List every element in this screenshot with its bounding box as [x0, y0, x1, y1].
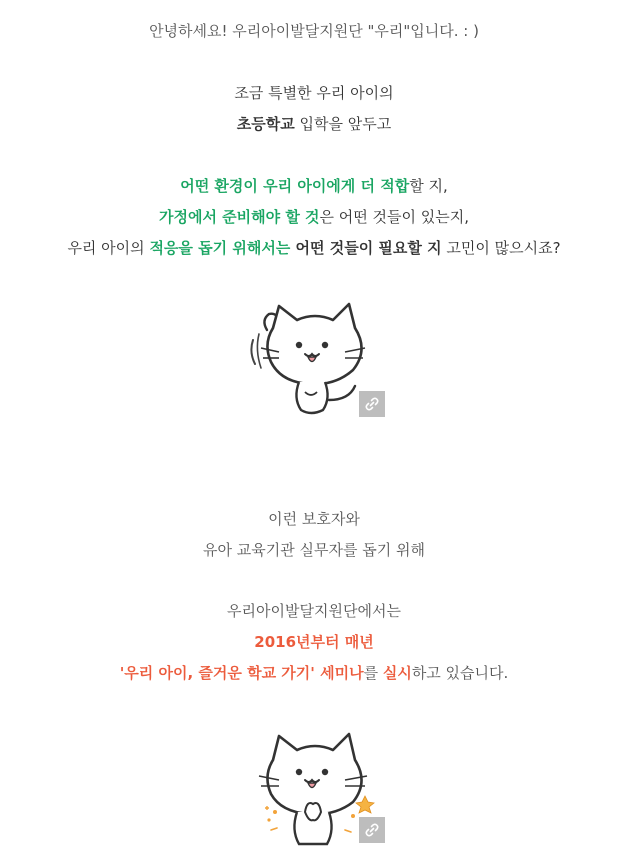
question-3-bold: 어떤 것들이 필요할 지 — [290, 239, 442, 257]
since-2016-line — [0, 630, 628, 654]
link-icon — [364, 396, 380, 412]
question-2-highlight: 가정에서 준비해야 할 것 — [158, 208, 320, 226]
since-2016-text: 2016년부터 매년 — [254, 633, 374, 651]
question-line-3 — [0, 236, 628, 260]
question-line-2 — [0, 205, 628, 229]
question-3-start: 우리 아이의 — [67, 239, 150, 257]
link-icon — [364, 822, 380, 838]
intro-line-2-rest: 입학을 앞두고 — [294, 115, 392, 133]
question-line-1 — [0, 174, 628, 198]
seminar-line-rest: 하고 있습니다. — [411, 664, 509, 682]
question-3-highlight: 적응을 돕기 위해서는 — [149, 239, 291, 257]
question-2-rest: 은 어떤 것들이 있는지, — [319, 208, 470, 226]
educator-line: 유아 교육기관 실무자를 돕기 위해 — [203, 541, 425, 559]
question-3-rest: 고민이 많으시죠? — [441, 239, 561, 257]
sticker-1-link-button[interactable] — [359, 391, 385, 417]
elementary-school-text: 초등학교 — [236, 115, 295, 133]
sticker-2-link-button[interactable] — [359, 817, 385, 843]
question-1-highlight: 어떤 환경이 우리 아이에게 더 적합 — [180, 177, 410, 195]
seminar-held-text: 실시 — [382, 664, 412, 682]
organization-line: 우리아이발달지원단에서는 — [227, 602, 401, 620]
question-1-rest: 할 지, — [409, 177, 448, 195]
greeting-text: 안녕하세요! 우리아이발달지원단 "우리"입니다. : ) — [149, 22, 479, 40]
seminar-title: '우리 아이, 즐거운 학교 가기' 세미나 — [119, 664, 364, 682]
seminar-line — [0, 661, 628, 685]
intro-line-2 — [0, 112, 628, 136]
intro-line-1: 조금 특별한 우리 아이의 — [234, 84, 394, 102]
caregiver-line: 이런 보호자와 — [268, 510, 360, 528]
seminar-particle: 를 — [363, 664, 383, 682]
